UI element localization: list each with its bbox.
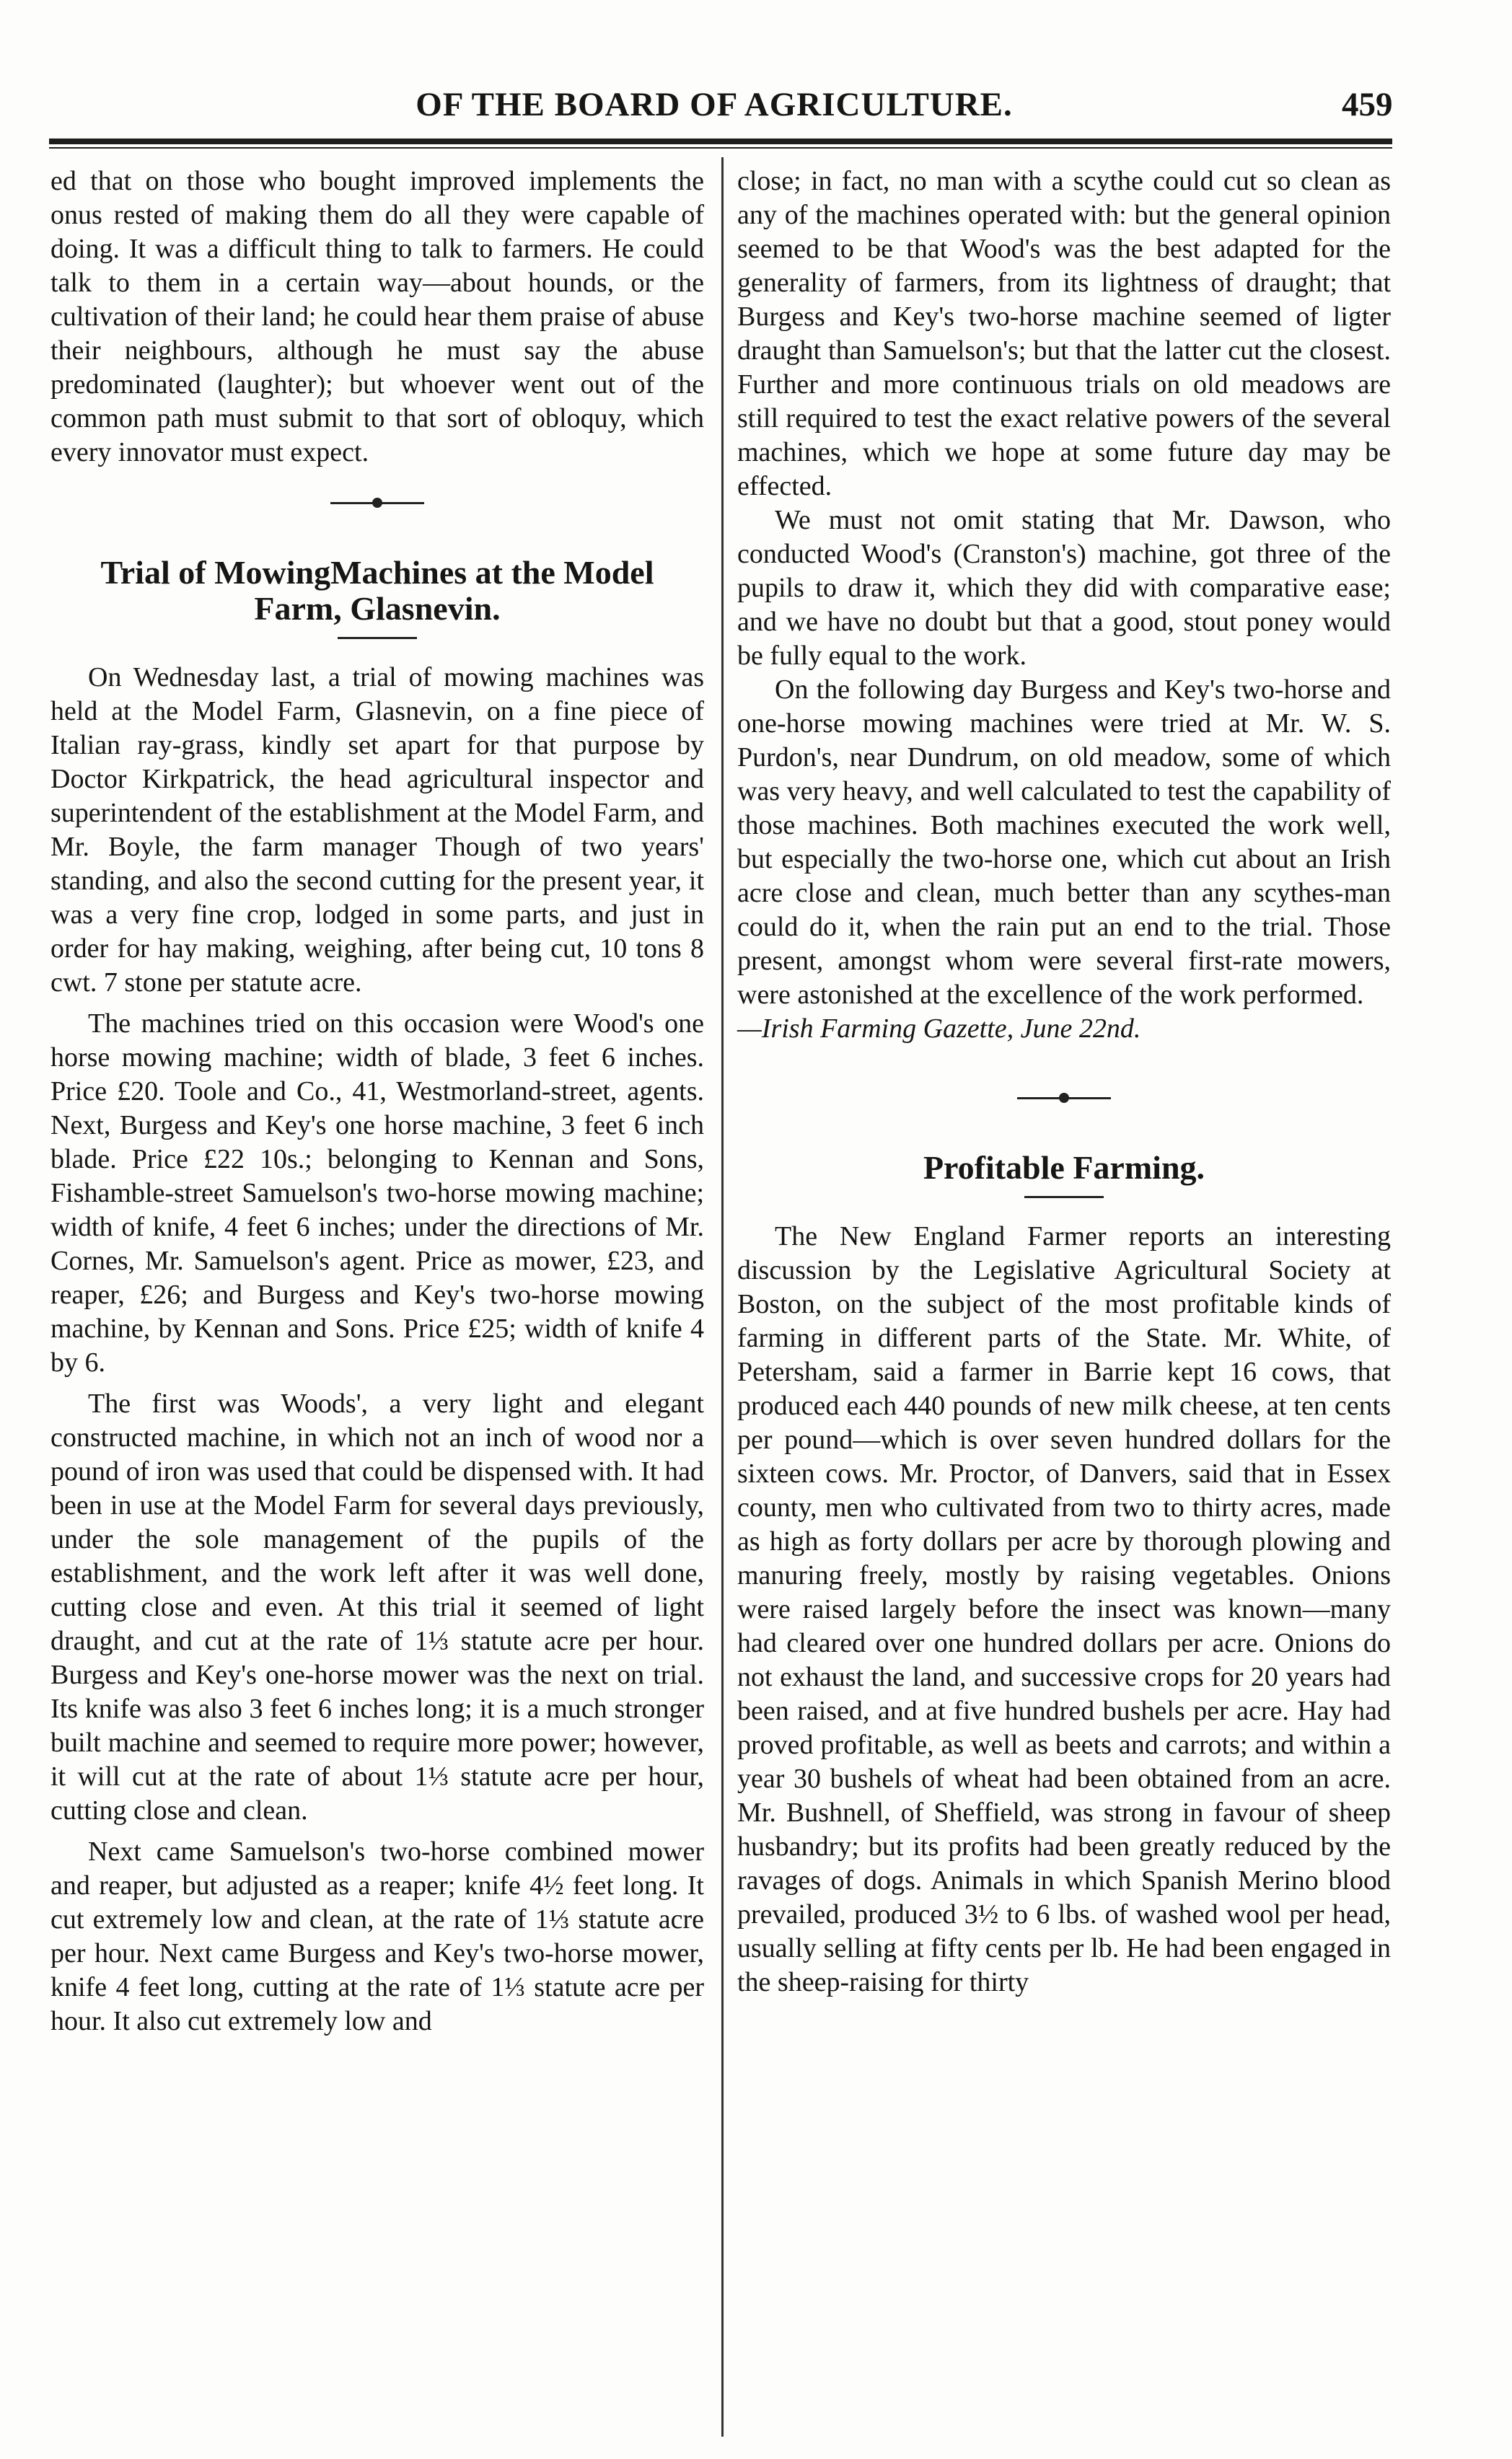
- article-title-profitable-farming: Profitable Farming.: [923, 1149, 1205, 1186]
- left-column: [50, 164, 704, 2038]
- source-credit: —Irish Farming Gazette, June 22nd.: [737, 1013, 1141, 1044]
- article-paragraph: We must not omit stating that Mr. Dawson, who conducted Wood's (Cranston's) machine, got three of the pupils to draw it, which they did with comparative ease; and we have no doubt but that a good, stout poney would be fully equal to the work.: [737, 505, 1391, 671]
- article-paragraph: close; in fact, no man with a scythe could cut so clean as any of the machines operated with: but the general opinion seemed to be that Wood's was the best adapted for the generality of farmers, from its lightness of draught; that Burgess and Key's two-horse machine seemed of ligter draught than Samuelson's; but that the latter cut the closest. Further and more continuous trials on old meadows are still required to test the exact relative powers of the several machines, which we hope at some future day may be effected.: [737, 166, 1391, 501]
- article-paragraph: The New England Farmer reports an interesting discussion by the Legislative Agricultural Society at Boston, on the subject of the most profitable kinds of farming in different parts of the State. Mr. White, of Petersham, said a farmer in Barrie kept 16 cows, that produced each 440 pounds of new milk cheese, at ten cents per pound—which is over seven hundred dollars for the sixteen cows. Mr. Proctor, of Danvers, said that in Essex county, men who cultivated from two to thirty acres, made as high as forty dollars per acre by thorough plowing and manuring freely, mostly by raising vegetables. Onions were raised largely before the insect was known—many had cleared over one hundred dollars per acre. Onions do not exhaust the land, and successive crops for 20 years had been raised, and at five hundred bushels per acre. Hay had proved profitable, as well as beets and carrots; and within a year 30 bushels of wheat had been obtained from an acre. Mr. Bushnell, of Sheffield, was strong in favour of sheep husbandry; but its profits had been greatly reduced by the ravages of dogs. Animals in which Spanish Merino blood prevailed, produced 3½ to 6 lbs. of washed wool per head, usually selling at fifty cents per lb. He had been engaged in the sheep-raising for thirty: [737, 1221, 1391, 1997]
- intro-paragraph: ed that on those who bought improved implements the onus rested of making them do all they were capable of doing. It was a difficult thing to talk to farmers. He could talk to them in a certain way—about hounds, or the cultivation of their land; he could hear them praise of abuse their neighbours, although he must say the abuse predominated (laughter); but whoever went out of the common path must submit to that sort of obloquy, which every innovator must expect.: [50, 166, 704, 467]
- article-paragraph: On the following day Burgess and Key's two-horse and one-horse mowing machines were tried at Mr. W. S. Purdon's, near Dundrum, on old meadow, some of which was very heavy, and well calculated to test the capability of those machines. Both machines executed the work well, but especially the two-horse one, which cut about an Irish acre close and clean, much better than any scythes-man could do it, when the rain put an end to the trial. Those present, amongst whom were several first-rate mowers, were astonished at the excellence of the work performed.: [737, 674, 1391, 1010]
- article-paragraph: The machines tried on this occasion were Wood's one horse mowing machine; width of blade, 3 feet 6 inches. Price £20. Toole and Co., 41, Westmorland-street, agents. Next, Burgess and Key's one horse machine, 3 feet 6 inch blade. Price £22 10s.; belonging to Kennan and Sons, Fishamble-street Samuelson's two-horse mowing machine; width of knife, 4 feet 6 inches; under the directions of Mr. Cornes, Mr. Samuelson's agent. Price as mower, £23, and reaper, £26; and Burgess and Key's two-horse mowing machine, by Kennan and Sons. Price £25; width of knife 4 by 6.: [50, 1008, 704, 1378]
- article-title-line-1: Trial of MowingMachines at the Model: [100, 554, 654, 591]
- ornament-separator: [737, 1083, 1391, 1112]
- article-paragraph: Next came Samuelson's two-horse combined mower and reaper, but adjusted as a reaper; knife 4½ feet long. It cut extremely low and clean, at the rate of 1⅓ statute acre per hour. Next came Burgess and Key's two-horse mower, knife 4 feet long, cutting at the rate of 1⅓ statute acre per hour. It also cut extremely low and: [50, 1836, 704, 2036]
- column-divider: [721, 157, 724, 2437]
- article-paragraph: The first was Woods', a very light and elegant constructed machine, in which not an inch of wood nor a pound of iron was used that could be dispensed with. It had been in use at the Model Farm for several days previously, under the sole management of the pupils of the establishment, and the work left after it was well done, cutting close and even. At this trial it seemed of light draught, and cut at the rate of 1⅓ statute acre per hour. Burgess and Key's one-horse mower was the next on trial. Its knife was also 3 feet 6 inches long; it is a much stronger built machine and seemed to require more power; however, it will cut at the rate of about 1⅓ statute acre per hour, cutting close and clean.: [50, 1389, 704, 1826]
- article-title-mowing-trial: [50, 555, 704, 627]
- running-head: OF THE BOARD OF AGRICULTURE.: [416, 86, 1013, 123]
- header-rule-thick: [49, 138, 1392, 144]
- ornament-separator: [50, 488, 704, 517]
- article-paragraph: On Wednesday last, a trial of mowing machines was held at the Model Farm, Glasnevin, on a fine piece of Italian ray-grass, kindly set apart for that purpose by Doctor Kirkpatrick, the head agricultural inspector and superintendent of the establishment at the Model Farm, and Mr. Boyle, the farm manager Though of two years' standing, and also the second cutting for the present year, it was a very fine crop, lodged in some parts, and just in order for hay making, weighing, after being cut, 10 tons 8 cwt. 7 stone per statute acre.: [50, 662, 704, 998]
- article-title-line-2: Farm, Glasnevin.: [254, 590, 501, 627]
- right-column: [737, 164, 1391, 2000]
- title-rule: [1024, 1196, 1104, 1198]
- header-rule-thin: [49, 147, 1392, 149]
- title-rule: [338, 637, 417, 639]
- page-number: 459: [1342, 86, 1393, 123]
